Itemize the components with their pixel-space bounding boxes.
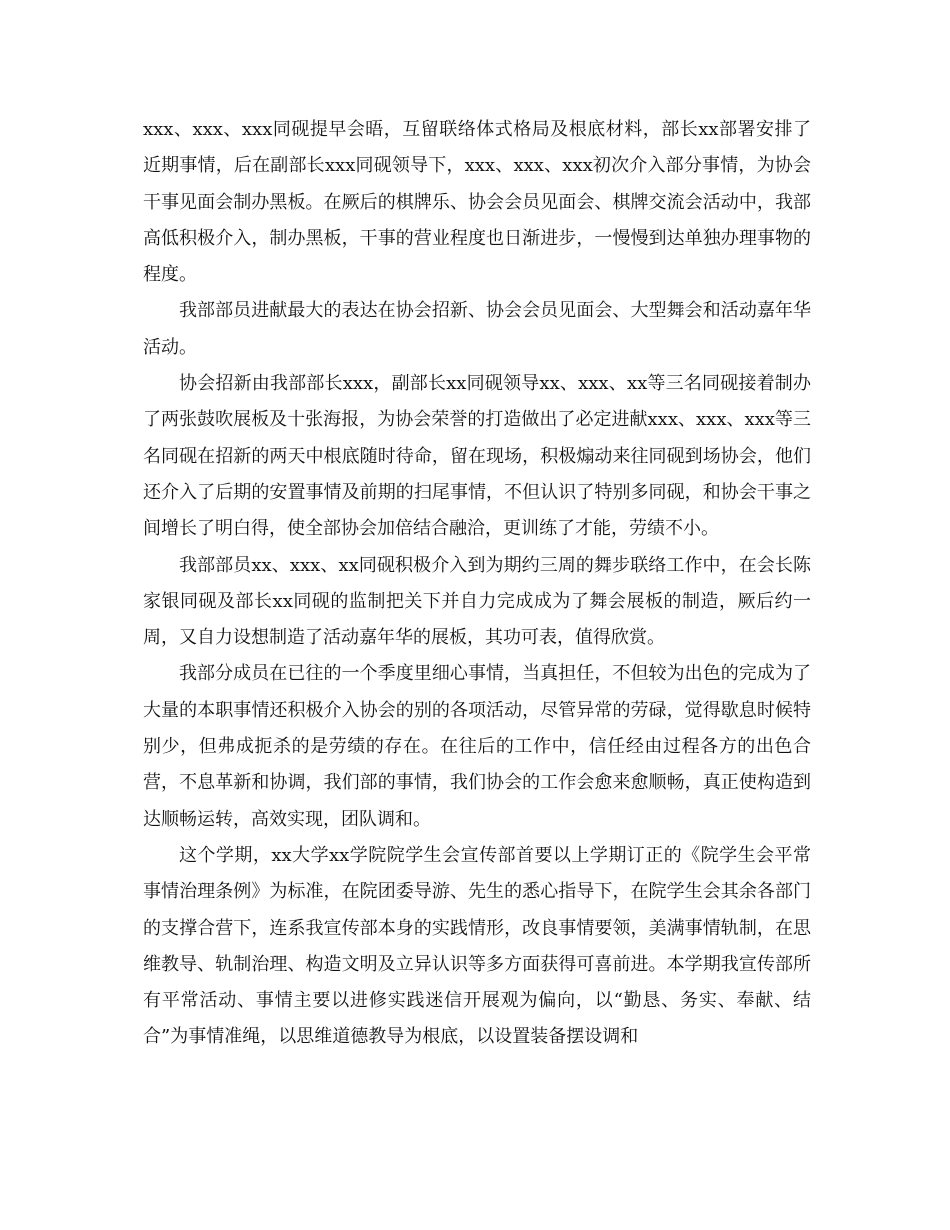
paragraph-4: 我部部员xx、xxx、xx同砚积极介入到为期约三周的舞步联络工作中，在会长陈家银同砚及部长xx同砚的监制把关下并自力完成成为了舞会展板的制造，厥后约一周，又自力设想制造了活动嘉年华的展板，其功可表，值得欣赏。 [143,554,811,649]
paragraph-2: 我部部员进献最大的表达在协会招新、协会会员见面会、大型舞会和活动嘉年华活动。 [143,300,811,358]
document-body [143,112,811,1056]
paragraph-6: 这个学期，xx大学xx学院院学生会宣传部首要以上学期订正的《院学生会平常事情治理条例》为标准，在院团委导游、先生的悉心指导下，在院学生会其余各部门的支撑合营下，连系我宣传部本身的实践情形，改良事情要领，美满事情轨制，在思维教导、轨制治理、构造文明及立异认识等多方面获得可喜前进。本学期我宣传部所有平常活动、事情主要以进修实践迷信开展观为偏向，以“勤恳、务实、奉献、结合”为事情准绳，以思维道德教导为根底，以设置装备摆设调和 [143,844,811,1048]
paragraph-5: 我部分成员在已往的一个季度里细心事情，当真担任，不但较为出色的完成为了大量的本职事情还积极介入协会的别的各项活动，尽管异常的劳碌，觉得歇息时候特别少，但弗成扼杀的是劳绩的存在。在往后的工作中，信任经由过程各方的出色合营，不息革新和协调，我们部的事情，我们协会的工作会愈来愈顺畅，真正使构造到达顺畅运转，高效实现，团队调和。 [143,663,811,830]
paragraph-3: 协会招新由我部部长xxx，副部长xx同砚领导xx、xxx、xx等三名同砚接着制办了两张鼓吹展板及十张海报，为协会荣誉的打造做出了必定进献xxx、xxx、xxx等三名同砚在招新的两天中根底随时待命，留在现场，积极煽动来往同砚到场协会，他们还介入了后期的安置事情及前期的扫尾事情，不但认识了特别多同砚，和协会干事之间增长了明白得，使全部协会加倍结合融洽，更训练了才能，劳绩不小。 [143,373,811,540]
paragraph-1: xxx、xxx、xxx同砚提早会晤，互留联络体式格局及根底材料，部长xx部署安排了近期事情，后在副部长xxx同砚领导下，xxx、xxx、xxx初次介入部分事情，为协会干事见面会制办黑板。在厥后的棋牌乐、协会会员见面会、棋牌交流会活动中，我部高低积极介入，制办黑板，干事的营业程度也日渐进步，一慢慢到达单独办理事物的程度。 [143,119,811,286]
